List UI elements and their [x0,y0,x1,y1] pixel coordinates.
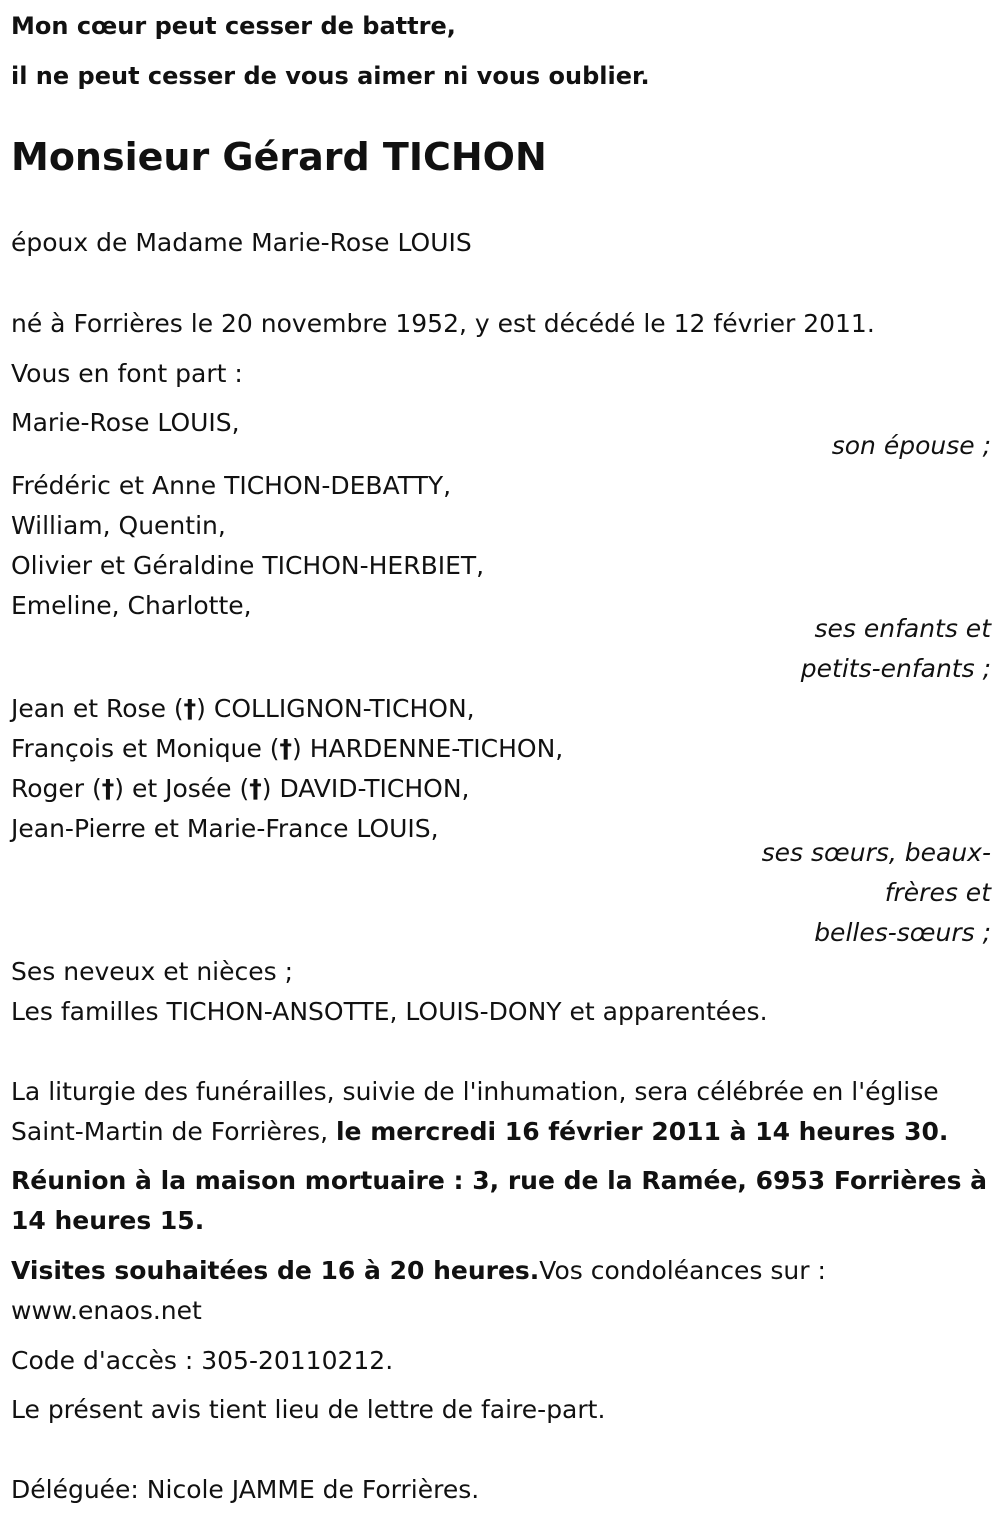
siblings-line [11,696,475,721]
epigraph-line-2: il ne peut cesser de vous aimer ni vous oublier. [11,62,650,90]
meeting-line-1: Réunion à la maison mortuaire : 3, rue de la Ramée, 6953 Forrières à [11,1166,988,1195]
siblings-text: Jean et Rose ( [11,694,184,723]
siblings-text: ) DAVID-TICHON, [261,774,470,803]
announcement-intro: Vous en font part : [11,359,243,388]
deceased-name: Monsieur Gérard TICHON [11,135,547,179]
dagger-icon: † [249,774,262,803]
siblings-line [11,736,563,761]
liturgy-date: le mercredi 16 février 2011 à 14 heures 30. [335,1117,949,1146]
siblings-text: ) et Josée ( [114,774,250,803]
siblings-text: ) COLLIGNON-TICHON, [196,694,475,723]
spouse-name: Marie-Rose LOUIS, [11,408,240,437]
dates-line: né à Forrières le 20 novembre 1952, y est décédé le 12 février 2011. [11,309,875,338]
others-line: Ses neveux et nièces ; [11,957,294,986]
siblings-relation: ses sœurs, beaux- [761,838,991,867]
dagger-icon: † [101,774,115,803]
children-relation: ses enfants et [814,614,991,643]
notice-text: Le présent avis tient lieu de lettre de faire-part. [11,1395,606,1424]
siblings-text: François et Monique ( [11,734,280,763]
siblings-relation: frères et [884,878,991,907]
liturgy-place: Saint-Martin de Forrières, [11,1117,336,1146]
siblings-relation: belles-sœurs ; [814,918,991,947]
spouse-relation: son épouse ; [831,431,991,460]
delegate-text: Déléguée: Nicole JAMME de Forrières. [11,1475,480,1504]
children-relation: petits-enfants ; [800,654,991,683]
website-link[interactable]: www.enaos.net [11,1296,202,1325]
siblings-text: Roger ( [11,774,102,803]
siblings-text: ) HARDENNE-TICHON, [292,734,564,763]
liturgy-line-1: La liturgie des funérailles, suivie de l'inhumation, sera célébrée en l'église [11,1077,939,1106]
visits-hours: Visites souhaitées de 16 à 20 heures. [11,1256,540,1285]
dagger-icon: † [279,734,293,763]
children-line: William, Quentin, [11,511,226,540]
spouse-line: époux de Madame Marie-Rose LOUIS [11,228,472,257]
liturgy-line-2 [11,1119,948,1144]
children-line: Olivier et Géraldine TICHON-HERBIET, [11,551,485,580]
siblings-line: Jean-Pierre et Marie-France LOUIS, [11,814,439,843]
access-code: Code d'accès : 305-20110212. [11,1346,394,1375]
others-line: Les familles TICHON-ANSOTTE, LOUIS-DONY et apparentées. [11,997,768,1026]
epigraph-line-1: Mon cœur peut cesser de battre, [11,12,456,40]
siblings-line [11,776,469,801]
meeting-line-2: 14 heures 15. [11,1206,205,1235]
dagger-icon: † [183,694,197,723]
children-line: Frédéric et Anne TICHON-DEBATTY, [11,471,452,500]
children-line: Emeline, Charlotte, [11,591,252,620]
visits-line [11,1258,826,1283]
condolences-text: Vos condoléances sur : [539,1256,826,1285]
